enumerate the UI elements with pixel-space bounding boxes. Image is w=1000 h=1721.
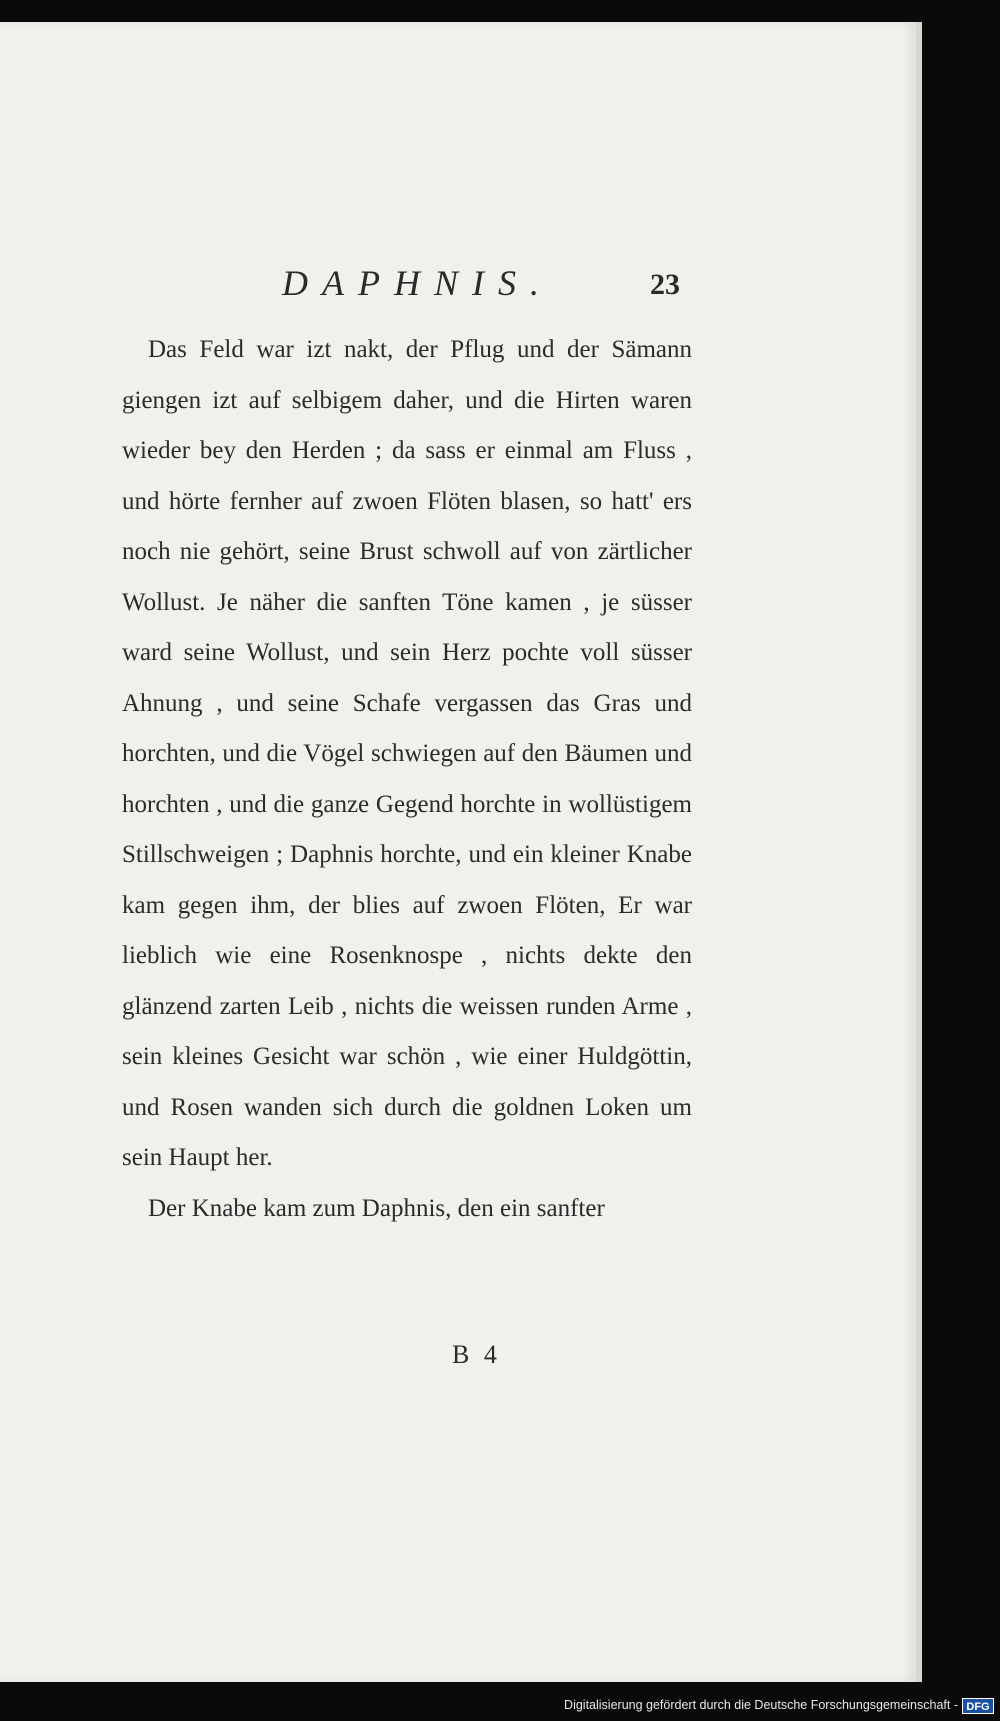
page-number: 23 — [650, 268, 680, 301]
paragraph: Der Knabe kam zum Daphnis, den ein sanfter — [148, 1194, 605, 1222]
footer-bar — [0, 1685, 1000, 1721]
paragraph: Das Feld war izt nakt, der Pflug und der Sämann giengen izt auf selbigem daher, und die Hirten waren wieder bey den Herden ; da sass er einmal am Fluss , und hörte fernher auf zwoen Flöten blasen, so hatt' ers noch nie gehört, seine Brust schwoll auf von zärtlicher Wollust. Je näher die sanften Töne kamen , je süsser ward seine Wollust, und sein Herz pochte voll süsser Ahnung , und seine Schafe vergassen das Gras und horchten, und die Vögel schwiegen auf den Bäumen und horchten , und die ganze Gegend horchte in wollüstigem Stillschweigen ; Daphnis horchte, und ein kleiner Knabe kam gegen ihm, der blies auf zwoen Flöten, Er war lieblich wie eine Rosenknospe , nichts dekte den glänzend zarten Leib , nichts die weissen runden Arme , sein kleines Gesicht war schön , wie einer Huldgöttin, und Rosen wanden sich durch die goldnen Loken um sein Haupt her. — [122, 336, 692, 1171]
signature-mark: B 4 — [452, 1340, 501, 1369]
body-text — [122, 325, 692, 1234]
page-header — [0, 262, 916, 312]
dfg-logo: DFG — [962, 1698, 994, 1714]
page-edge — [916, 22, 922, 1682]
running-title: DAPHNIS. — [282, 263, 553, 303]
funding-credit: Digitalisierung gefördert durch die Deutsche Forschungsgemeinschaft - — [564, 1698, 958, 1712]
